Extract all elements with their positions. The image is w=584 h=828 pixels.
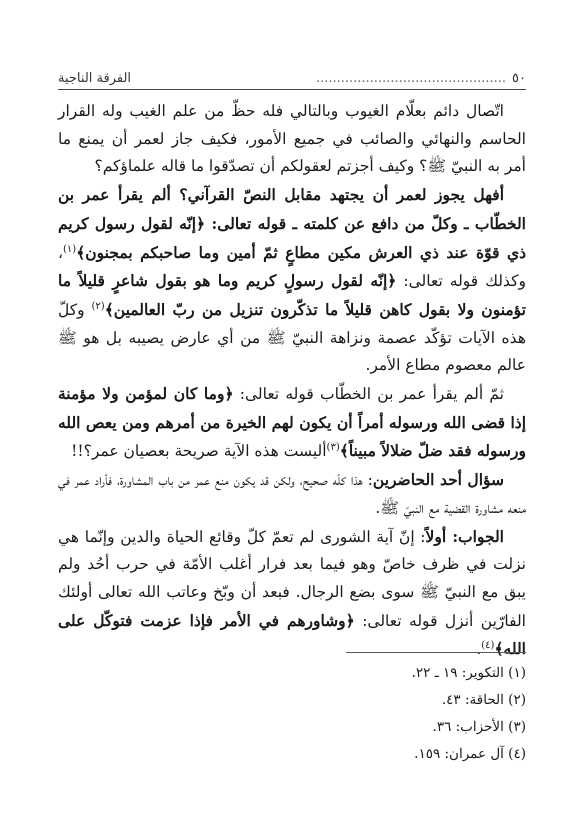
running-header: [58, 64, 526, 86]
paragraph-p4: [58, 466, 526, 522]
page-number: ٥٠: [512, 71, 526, 86]
header-dots: ..............................................: [315, 71, 507, 86]
text-segment: سؤال أحد الحاضرين: [372, 470, 504, 490]
text-segment: ثمّ ألم يقرأ عمر بن الخطّاب قوله تعالى:: [233, 385, 504, 404]
footnote-item: (١) التكوير: ١٩ ـ ٢٢.: [411, 665, 526, 681]
text-segment: .: [476, 640, 482, 659]
paragraph-p5: [58, 523, 526, 665]
footnote-marker: (٣): [326, 442, 340, 454]
text-segment: : إنّ آية الشورى لم تعمّ كلّ وقائع الحياة والدين وإنّما هي نزلت في ظرف خاصّ وهو فيما بعد فرار أغلب الأمّة في حرب أحُد ولم يبق مع النبيّ ﷺ سوى بضع الرجال. فبعد أن وبّخ وعاتب الله تعالى أولئك الفارّين أنزل قوله تعالى:: [58, 527, 526, 630]
footnote-item: (٣) الأحزاب: ٣٦.: [432, 719, 526, 735]
footnote-item: (٢) الحاقة: ٤٣.: [441, 692, 526, 708]
text-segment: ﴿إنّه لقول رسول كريم ذي قوّة عند ذي العرش مكين مطاعٍ ثمّ أمين وما صاحبكم بمجنون﴾: [58, 213, 526, 262]
main-text: [58, 98, 526, 664]
text-segment: ﴿وما كان لمؤمن ولا مؤمنة إذا قضى الله ورسوله أمراً أن يكون لهم الخيرة من أمرهم ومن يعص الله ورسوله فقد ضلّ ضلالاً مبيناً﴾: [58, 384, 526, 461]
paragraph-p2: [58, 181, 526, 380]
header-rule: [58, 89, 526, 90]
footnote-rule: [346, 652, 526, 653]
paragraph-p1: [58, 98, 526, 181]
text-segment: ﴿إنّه لقول رسولٍ كريم وما هو بقول شاعرٍ قليلاً ما تؤمنون ولا بقول كاهن قليلاً ما تذكّرون تنزيل من ربّ العالمين﴾: [58, 271, 526, 319]
text-segment: أفهل يجوز لعمر أن يجتهد مقابل النصّ القرآني؟ ألم يقرأ عمر بن الخطّاب ـ وكلّ من دافع عن كلمته ـ قوله تعالى:: [58, 185, 526, 233]
text-segment: ﴿وشاورهم في الأمر فإذا عزمت فتوكّل على الله﴾: [58, 610, 526, 659]
paragraph-p3: [58, 380, 526, 466]
text-segment: أليست هذه الآية صريحة بعصيان عمر؟!!: [71, 442, 327, 461]
text-segment: اتّصال دائم بعلّام الغيوب وبالتالي فله حظّ من علم الغيب وله القرار الحاسم والنهائي والصائب في جميع الأمور، فكيف جاز لعمر أن يمنع ما أمر به النبيّ ﷺ؟ وكيف أجزتم لعقولكم أن تصدّقوا ما قاله علماؤكم؟: [58, 102, 526, 176]
footnotes: [412, 660, 526, 768]
text-segment: وكلّ هذه الآيات تؤكّد عصمة ونزاهة النبيّ ﷺ من أي عارض يصيبه بل هو ﷺ عالم معصوم مطاع الأمر.: [58, 300, 526, 375]
running-title: الفرقة الناجية: [58, 71, 132, 86]
text-segment: ، وكذلك قوله تعالى:: [58, 243, 526, 291]
footnote-item: (٤) آل عمران: ١٥٩.: [414, 746, 526, 762]
footnote-marker: (١): [63, 243, 77, 255]
text-segment: الجواب: أولاً: [425, 526, 504, 546]
footnote-marker: (٢): [91, 300, 105, 312]
footnote-marker: (٤): [481, 640, 495, 652]
text-segment: : هذا كلّه صحيح، ولكن قد يكون منع عمر من باب المشاورة، فأراد عمر في منعه مشاورة القضية مع النبيّ ﷺ.: [58, 471, 526, 517]
